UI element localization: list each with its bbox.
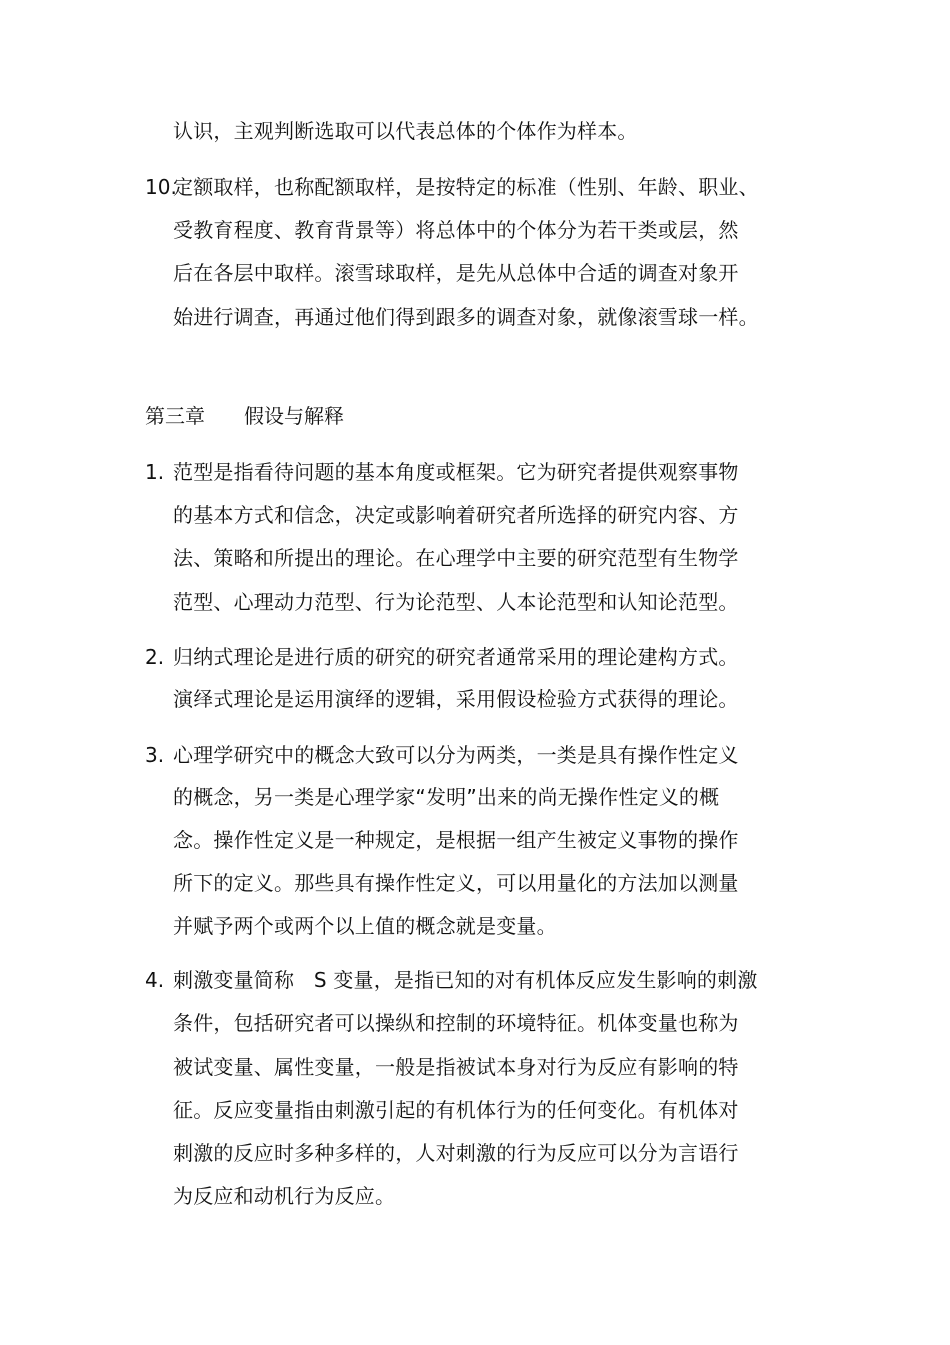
item-number: 10. <box>145 175 177 199</box>
item-line: 条件，包括研究者可以操纵和控制的环境特征。机体变量也称为 <box>173 1011 739 1035</box>
item-line: 刺激的反应时多种多样的，人对刺激的行为反应可以分为言语行 <box>173 1141 739 1165</box>
item-line: 受教育程度、教育背景等）将总体中的个体分为若干类或层，然 <box>173 218 739 242</box>
item-number: 1. <box>145 460 165 484</box>
fragment-line: 认识，主观判断选取可以代表总体的个体作为样本。 <box>173 119 638 143</box>
item-line: 归纳式理论是进行质的研究的研究者通常采用的理论建构方式。 <box>173 645 739 669</box>
item-line: 并赋予两个或两个以上值的概念就是变量。 <box>173 914 557 938</box>
item-line: 演绎式理论是运用演绎的逻辑，采用假设检验方式获得的理论。 <box>173 687 739 711</box>
item-line: 始进行调查，再通过他们得到跟多的调查对象，就像滚雪球一样。 <box>173 305 759 329</box>
item-line: 的概念，另一类是心理学家“发明”出来的尚无操作性定义的概 <box>173 785 720 809</box>
item-line: 被试变量、属性变量，一般是指被试本身对行为反应有影响的特 <box>173 1055 739 1079</box>
item-line: 念。操作性定义是一种规定，是根据一组产生被定义事物的操作 <box>173 828 739 852</box>
item-line: 所下的定义。那些具有操作性定义，可以用量化的方法加以测量 <box>173 871 739 895</box>
item-number: 3. <box>145 743 165 767</box>
item-line: 后在各层中取样。滚雪球取样，是先从总体中合适的调查对象开 <box>173 261 739 285</box>
item-line: 为反应和动机行为反应。 <box>173 1184 396 1208</box>
item-number: 4. <box>145 968 165 992</box>
item-line: 法、策略和所提出的理论。在心理学中主要的研究范型有生物学 <box>173 546 739 570</box>
item-line: 范型、心理动力范型、行为论范型、人本论范型和认知论范型。 <box>173 590 739 614</box>
item-line: 刺激变量简称 S 变量，是指已知的对有机体反应发生影响的刺激 <box>173 968 758 992</box>
item-line: 征。反应变量指由刺激引起的有机体行为的任何变化。有机体对 <box>173 1098 739 1122</box>
item-line: 心理学研究中的概念大致可以分为两类，一类是具有操作性定义 <box>173 743 739 767</box>
item-line: 范型是指看待问题的基本角度或框架。它为研究者提供观察事物 <box>173 460 739 484</box>
chapter-number: 第三章 <box>145 404 205 428</box>
chapter-title: 假设与解释 <box>244 404 344 428</box>
item-line: 定额取样，也称配额取样，是按特定的标准（性别、年龄、职业、 <box>173 175 759 199</box>
item-line: 的基本方式和信念，决定或影响着研究者所选择的研究内容、方 <box>173 503 739 527</box>
item-number: 2. <box>145 645 165 669</box>
